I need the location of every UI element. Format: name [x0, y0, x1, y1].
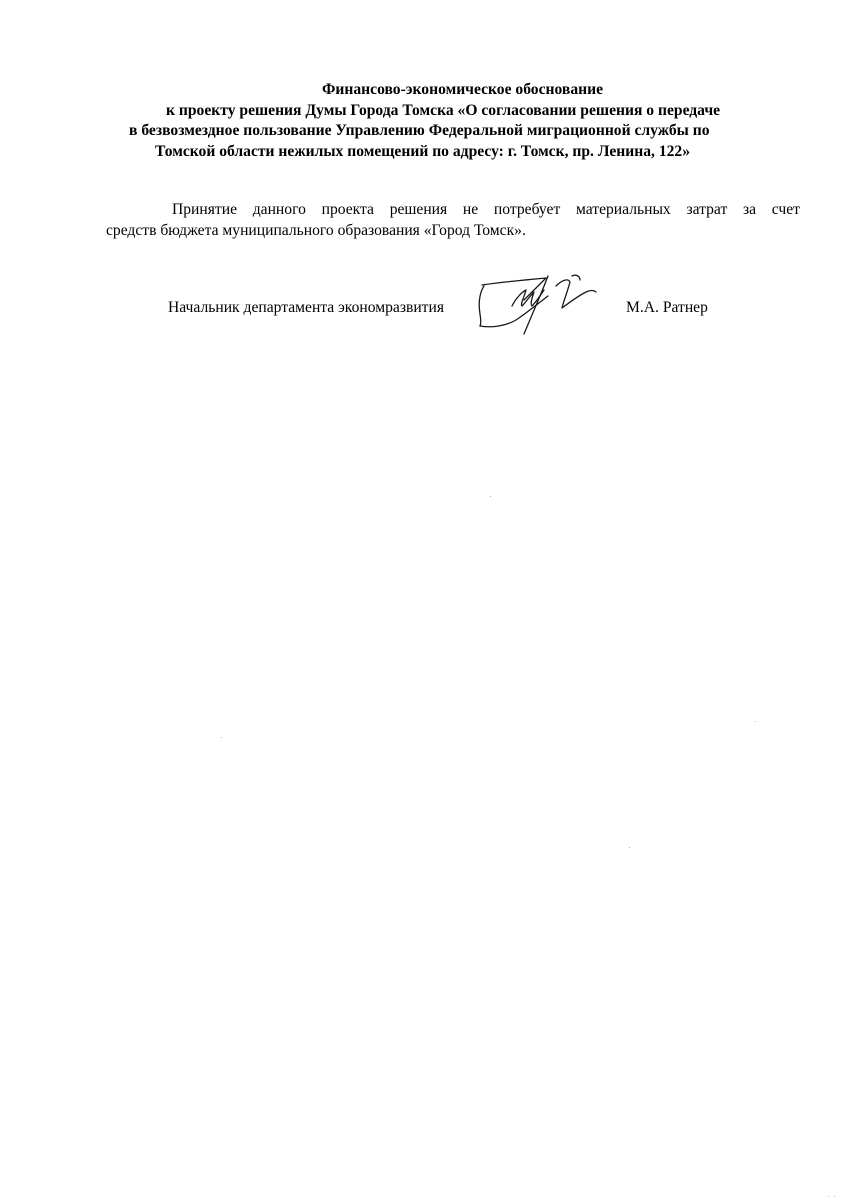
- scan-speck: [490, 496, 491, 497]
- title-line-3: в безвозмездное пользование Управлению Федеральной миграционной службы по: [129, 122, 710, 139]
- scan-speck: [834, 1196, 835, 1197]
- signature-block: [0, 270, 850, 340]
- handwritten-signature: [472, 270, 602, 338]
- signatory-name: М.А. Ратнер: [626, 299, 708, 316]
- title-line-4: Томской области нежилых помещений по адресу: г. Томск, пр. Ленина, 122»: [155, 142, 691, 160]
- scan-speck: [828, 1196, 829, 1197]
- scan-speck: [755, 721, 756, 722]
- body-paragraph: [106, 200, 800, 241]
- signatory-position: Начальник департамента экономразвития: [168, 299, 445, 316]
- title-line-2: к проекту решения Думы Города Томска «О согласовании решения о передаче: [166, 101, 721, 119]
- scan-speck: [221, 737, 222, 738]
- body-line-1: Принятие данного проекта решения не потребует материальных затрат за счет: [172, 201, 800, 218]
- title-line-1: Финансово-экономическое обоснование: [322, 81, 604, 98]
- document-title: [100, 80, 850, 162]
- scan-speck: [629, 847, 630, 848]
- body-line-2: средств бюджета муниципального образования «Город Томск».: [106, 221, 526, 239]
